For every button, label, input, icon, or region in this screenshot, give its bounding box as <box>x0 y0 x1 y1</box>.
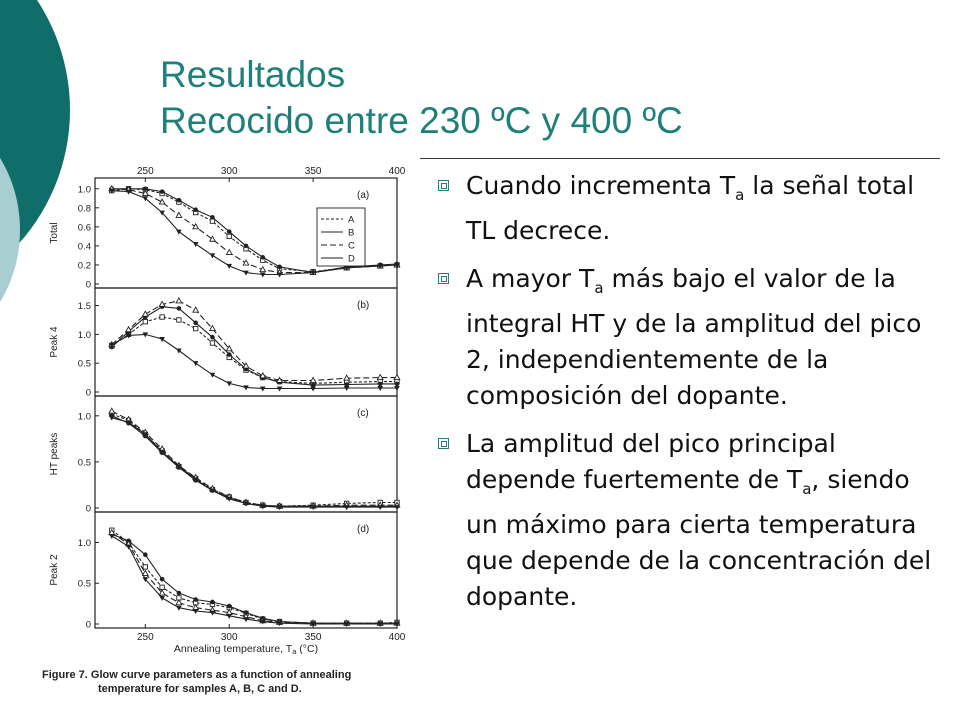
bullet-subscript: a <box>735 186 745 204</box>
data-point <box>160 585 164 589</box>
title-line-2: Recocido entre 230 ºC y 400 ºC <box>160 100 683 141</box>
data-point <box>260 255 265 260</box>
data-point <box>395 382 400 387</box>
x-axis-label: Annealing temperature, Ta (°C) <box>173 643 319 656</box>
results-figure <box>40 160 420 720</box>
bullet-item <box>438 426 938 615</box>
x-tick-label: 250 <box>136 632 154 643</box>
y-tick-label: 0 <box>85 279 91 291</box>
y-tick-label: 0.6 <box>77 222 91 234</box>
bullet-text-post: , siendo un máximo para cierta temperatura que depende de la concentración del dopante. <box>466 465 932 611</box>
legend-label: B <box>348 227 355 239</box>
data-point <box>160 315 164 319</box>
data-point <box>193 321 198 326</box>
chart-panel <box>49 166 406 291</box>
data-point <box>210 600 215 605</box>
y-tick-label: 0.4 <box>77 241 91 253</box>
data-point <box>227 604 232 609</box>
y-tick-label: 1.0 <box>77 184 91 196</box>
panel-label: (b) <box>357 300 370 311</box>
data-point <box>210 236 216 241</box>
title-line-1: Resultados <box>160 54 346 95</box>
data-point <box>210 326 216 331</box>
legend-box <box>317 208 365 266</box>
data-point <box>143 319 147 323</box>
data-point <box>210 341 214 345</box>
bullet-text-post: más bajo el valor de la integral HT y de la amplitud del pico 2, independientemente de la composición del dopante. <box>466 264 922 410</box>
chart-panel <box>49 512 406 643</box>
data-point <box>227 229 232 234</box>
legend-label: A <box>348 214 355 226</box>
y-axis-label: Total <box>49 222 60 244</box>
series-line-D <box>112 536 397 624</box>
data-point <box>177 318 181 322</box>
data-point <box>243 260 249 265</box>
title-divider <box>420 158 940 159</box>
data-point <box>143 311 149 316</box>
series-line-B <box>112 416 397 506</box>
y-tick-label: 0 <box>85 387 91 399</box>
figure-caption-line-2: temperature for samples A, B, C and D. <box>98 683 302 695</box>
data-point <box>159 337 165 342</box>
data-point <box>193 307 199 312</box>
figure-caption-line-1: Figure 7. Glow curve parameters as a function of annealing <box>42 669 352 681</box>
data-point <box>244 244 249 249</box>
x-tick-label: 350 <box>304 632 322 643</box>
data-point <box>143 565 147 569</box>
glow-curve-chart <box>40 160 420 720</box>
data-point <box>177 306 182 311</box>
data-point <box>176 230 182 235</box>
bullet-square-icon <box>438 180 449 191</box>
data-point <box>109 408 115 413</box>
data-point <box>193 224 199 229</box>
data-point <box>159 596 165 601</box>
chart-panel <box>49 288 400 399</box>
data-point <box>109 534 115 539</box>
y-axis-label: Peak 4 <box>49 326 60 358</box>
x-tick-label: 300 <box>220 632 238 643</box>
series-line-A <box>112 414 397 506</box>
panel-label: (d) <box>357 524 370 535</box>
y-tick-label: 0.5 <box>77 578 91 590</box>
y-tick-label: 0 <box>85 503 91 515</box>
y-tick-label: 1.0 <box>77 411 91 423</box>
data-point <box>177 198 182 203</box>
data-point <box>193 242 199 247</box>
bullet-square-icon <box>438 273 449 284</box>
data-point <box>378 382 383 387</box>
data-point <box>177 591 182 596</box>
y-axis-label: Peak 2 <box>49 554 60 586</box>
bullet-text-pre: A mayor T <box>466 264 595 293</box>
y-tick-label: 0.5 <box>77 358 91 370</box>
legend-label: C <box>348 240 355 252</box>
y-tick-label: 1.0 <box>77 537 91 549</box>
y-tick-label: 0.2 <box>77 260 91 272</box>
data-point <box>160 189 165 194</box>
x-top-tick-label: 250 <box>136 166 154 177</box>
series-line-C <box>112 411 397 506</box>
y-tick-label: 1.0 <box>77 329 91 341</box>
series-line-D <box>112 418 397 507</box>
panel-frame <box>95 288 397 396</box>
series-line-B <box>112 307 397 385</box>
panel-label: (c) <box>357 408 369 419</box>
x-top-tick-label: 300 <box>220 166 238 177</box>
data-point <box>176 348 182 353</box>
series-line-C <box>112 533 397 624</box>
y-tick-label: 0 <box>85 619 91 631</box>
data-point <box>193 326 197 330</box>
panel-frame <box>95 396 397 512</box>
data-point <box>176 298 182 303</box>
data-point <box>227 234 231 238</box>
panel-label: (a) <box>357 190 370 201</box>
series-line-D <box>112 334 397 388</box>
chart-panel <box>49 396 400 515</box>
data-point <box>210 335 215 340</box>
data-point <box>176 212 182 217</box>
series-line-C <box>112 301 397 381</box>
data-point <box>193 361 199 366</box>
bullet-item <box>438 168 938 249</box>
data-point <box>193 597 198 602</box>
bullet-text-pre: La amplitud del pico principal depende fuertemente de T <box>466 429 836 494</box>
y-tick-label: 0.8 <box>77 203 91 215</box>
y-tick-label: 1.5 <box>77 301 91 313</box>
bullet-square-icon <box>438 438 449 449</box>
bullet-text-post: la señal total TL decrece. <box>466 171 915 245</box>
data-point <box>210 215 215 220</box>
y-tick-label: 0.5 <box>77 457 91 469</box>
data-point <box>210 253 216 258</box>
slide-title <box>160 52 683 144</box>
data-point <box>193 207 198 212</box>
bullet-list <box>438 168 938 627</box>
x-top-tick-label: 350 <box>304 166 322 177</box>
data-point <box>227 352 232 357</box>
data-point <box>143 552 148 557</box>
series-line-A <box>112 530 397 623</box>
x-tick-label: 400 <box>388 632 406 643</box>
x-top-tick-label: 400 <box>388 166 406 177</box>
data-point <box>160 577 165 582</box>
bullet-text-pre: Cuando incrementa T <box>466 171 736 200</box>
y-axis-label: HT peaks <box>49 432 60 476</box>
bullet-subscript: a <box>802 480 812 498</box>
legend-label: D <box>348 253 355 265</box>
bullet-subscript: a <box>594 279 604 297</box>
data-point <box>226 250 232 255</box>
bullet-item <box>438 261 938 414</box>
data-point <box>277 265 282 270</box>
